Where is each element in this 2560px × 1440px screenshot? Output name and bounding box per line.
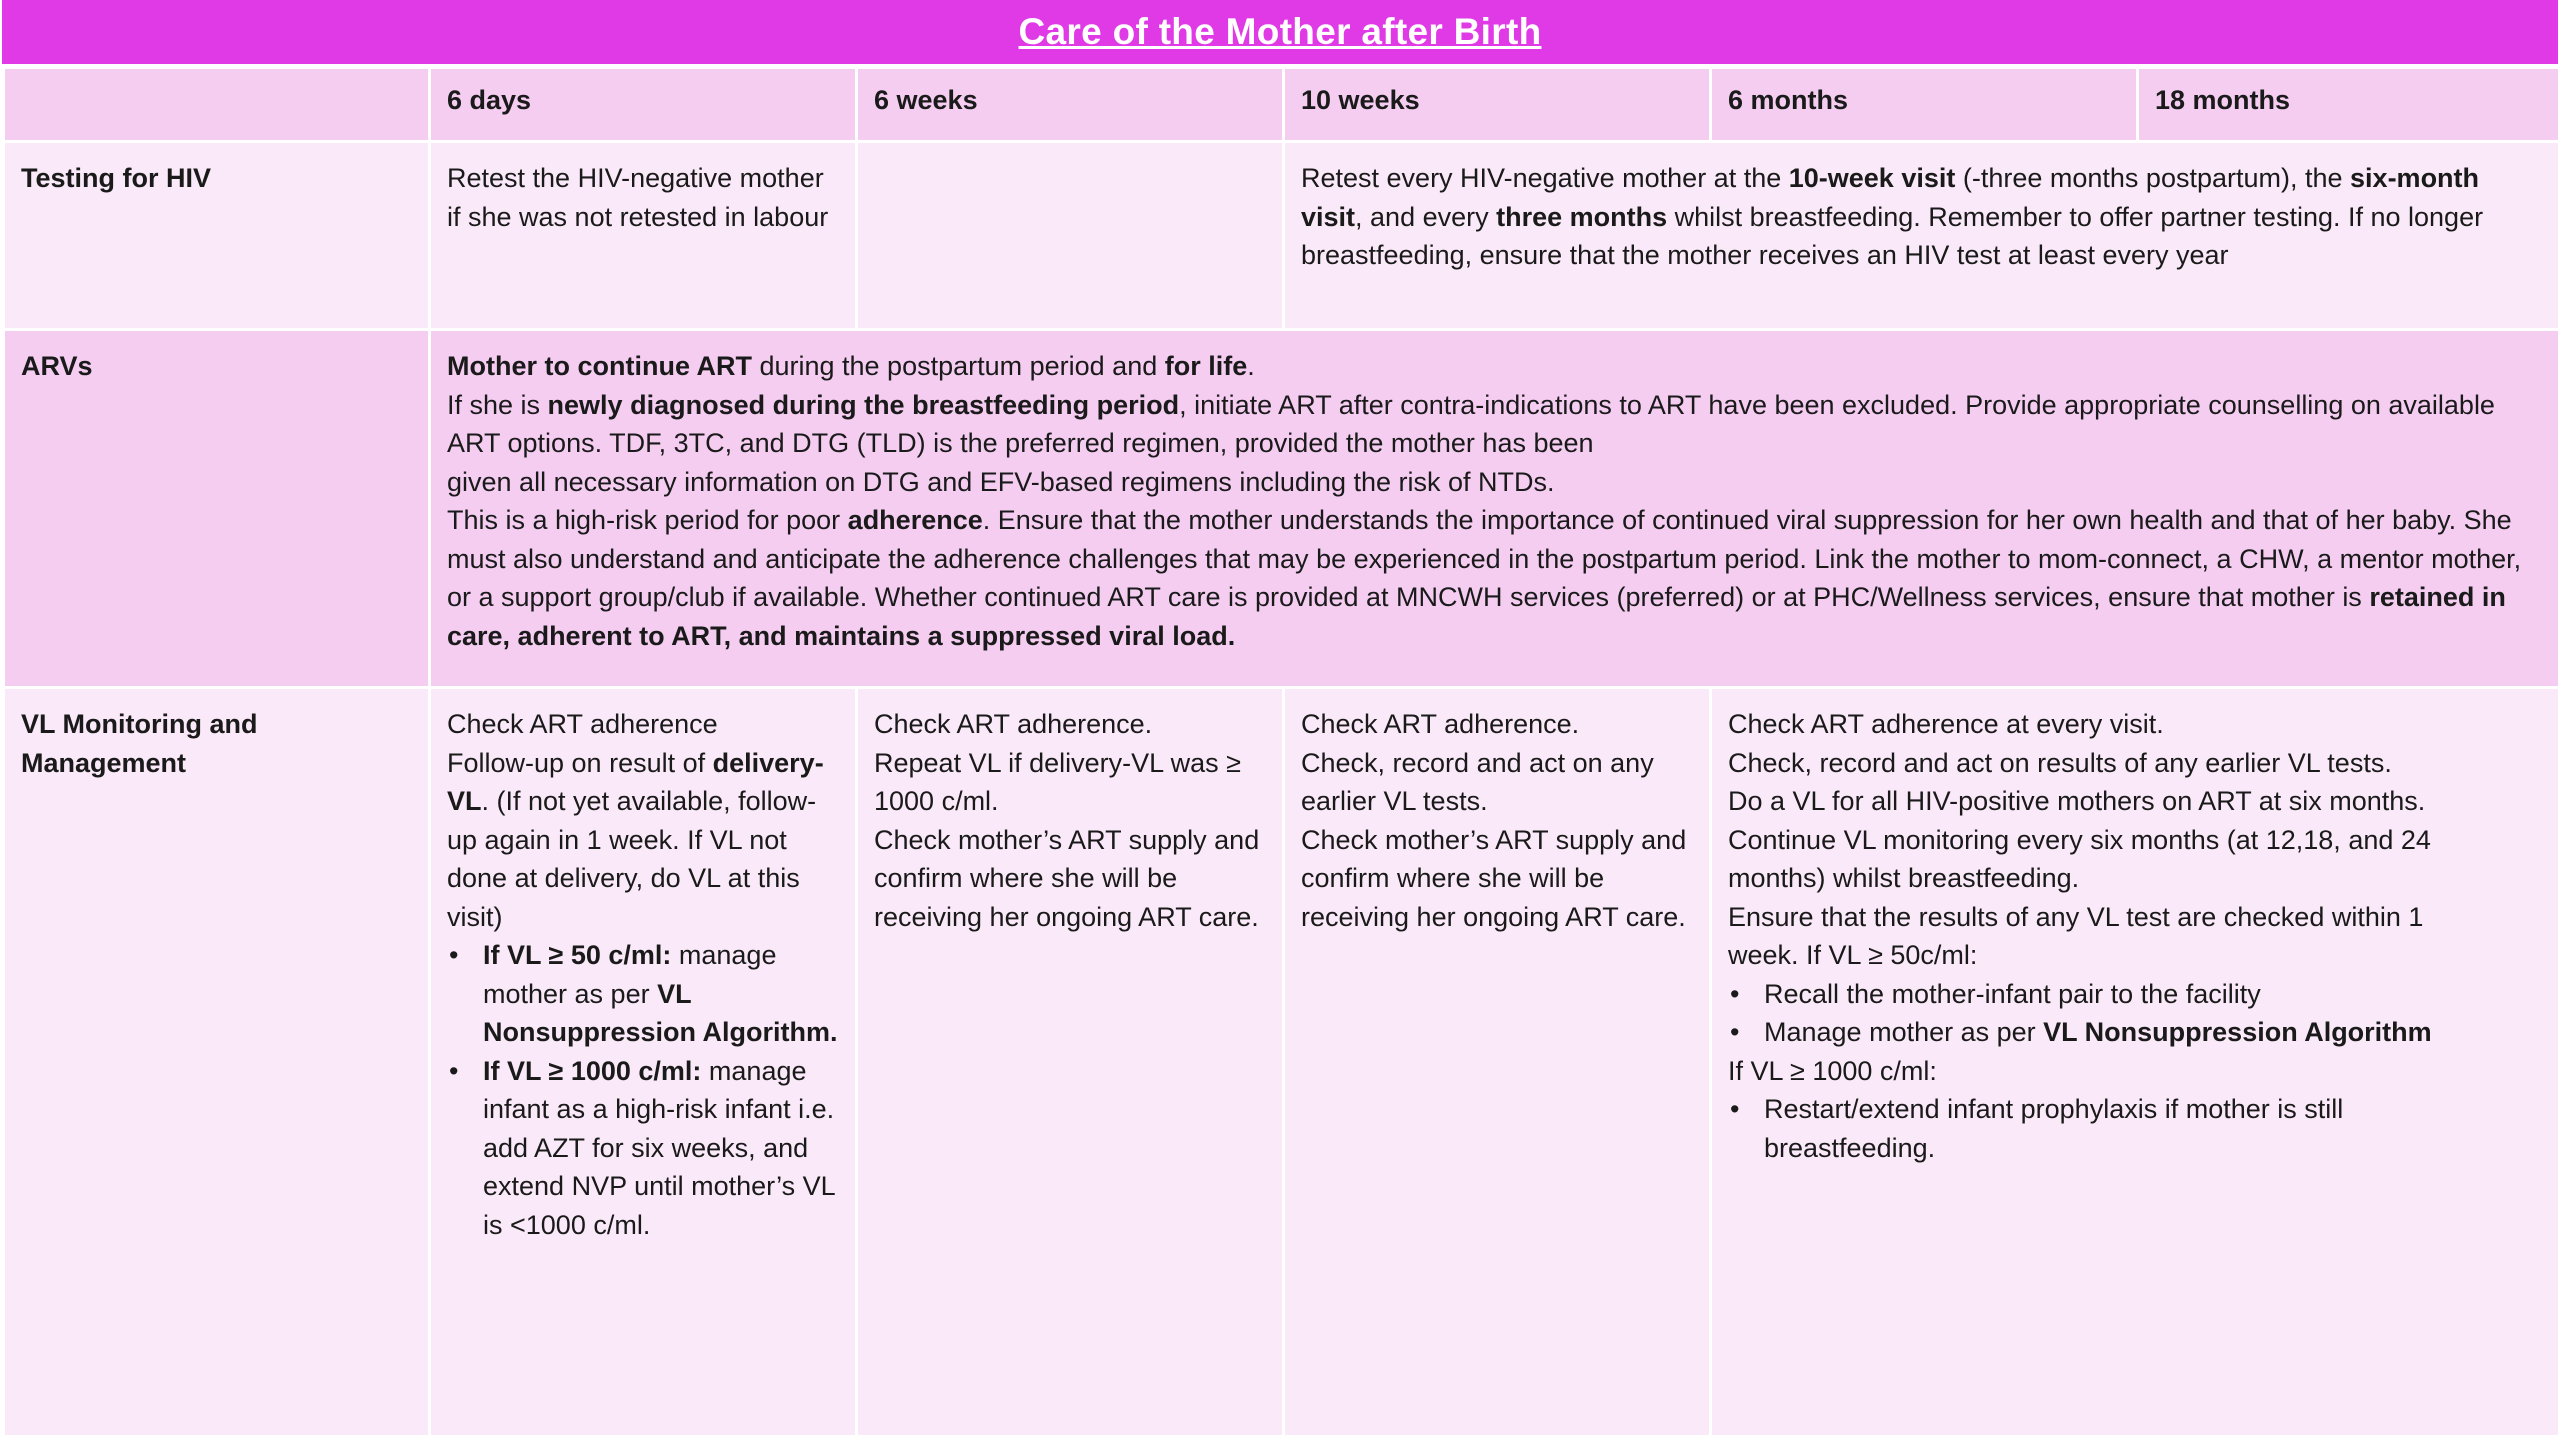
vl-text: manage infant as a high-risk infant i.e. add AZT for six weeks, and extend NVP until mother’s VL is <1000 c/ml. — [483, 1055, 835, 1240]
testing-bold: six-month visit — [1301, 163, 2480, 232]
testing-bold: 10-week visit — [1788, 163, 1956, 193]
row-label-arvs: ARVs — [5, 331, 428, 686]
testing-later-cell — [1285, 143, 2558, 328]
page-title: Care of the Mother after Birth — [1018, 11, 1542, 52]
vl-line: Check ART adherence. — [1301, 709, 1580, 739]
list-item: • Restart/extend infant prophylaxis if mother is still breastfeeding. — [1728, 1090, 2442, 1167]
vl-text: Manage mother as per — [1764, 1017, 2044, 1047]
vl-10-weeks-cell — [1285, 689, 1709, 1435]
vl-line: Check mother’s ART supply and confirm where she will be receiving her ongoing ART care. — [874, 824, 1260, 932]
testing-text: Retest every HIV-negative mother at the — [1301, 163, 1789, 193]
row-testing-for-hiv — [5, 143, 2558, 328]
testing-6-days-cell: Retest the HIV-negative mother if she was not retested in labour — [431, 143, 855, 328]
testing-6-weeks-cell — [858, 143, 1282, 328]
arvs-cell — [431, 331, 2558, 686]
vl-line: Check ART adherence at every visit. — [1728, 709, 2164, 739]
row-label-testing: Testing for HIV — [5, 143, 428, 328]
testing-text: whilst breastfeeding. Remember to offer partner testing. If no longer breastfeeding, ensure that the mother receives an HIV test at least every year — [1301, 201, 2484, 270]
vl-line: Continue VL monitoring every six months (at 12,18, and 24 months) whilst breastfeeding. — [1728, 824, 2431, 893]
vl-text: Follow-up on result of — [447, 747, 713, 778]
title-bar — [2, 0, 2558, 64]
arvs-bold: adherence — [847, 505, 983, 535]
row-vl-monitoring — [5, 689, 2558, 1435]
arvs-text: , initiate ART after contra-indications to ART have been excluded. Provide appropriate counselling on available ART options. TDF, 3TC, and DTG (TLD) is the preferred regimen, provided the mother has been — [447, 389, 2495, 458]
arvs-text: during the postpartum period and — [751, 351, 1165, 381]
arvs-paragraph — [447, 347, 2542, 386]
vl-line: Do a VL for all HIV-positive mothers on ART at six months. — [1728, 786, 2426, 816]
arvs-text: This is a high-risk period for poor — [447, 505, 848, 535]
vl-line: Check mother’s ART supply and confirm where she will be receiving her ongoing ART care. — [1301, 824, 1687, 932]
testing-text: , and every — [1355, 201, 1497, 232]
arvs-bold: newly diagnosed during the breastfeeding period — [547, 389, 1180, 420]
testing-bold: three months — [1496, 201, 1668, 232]
row-label-vl: VL Monitoring and Management — [5, 689, 428, 1435]
arvs-text: . — [1247, 351, 1255, 381]
vl-later-cell — [1712, 689, 2558, 1435]
vl-6-days-bullets — [447, 936, 839, 1244]
vl-bold: If VL ≥ 1000 c/ml: — [483, 1055, 702, 1086]
header-cell-6-months: 6 months — [1712, 69, 2136, 140]
vl-bold: VL Nonsuppression Algorithm — [2043, 1017, 2432, 1047]
list-item — [447, 936, 839, 1052]
vl-line: Check ART adherence. — [874, 709, 1153, 739]
header-cell-18-months: 18 months — [2139, 69, 2558, 140]
vl-text: . (If not yet available, follow-up again in 1 week. If VL not done at delivery, do VL at this visit) — [447, 786, 817, 932]
header-row — [5, 69, 2558, 140]
testing-text: (-three months postpartum), the — [1955, 163, 2351, 193]
arvs-bold: for life — [1164, 351, 1248, 381]
arvs-bold: Mother to continue ART — [447, 351, 752, 381]
arvs-text: If she is — [447, 389, 548, 420]
vl-6-weeks-cell — [858, 689, 1282, 1435]
list-item — [1728, 1013, 2542, 1052]
arvs-paragraph — [447, 501, 2542, 655]
header-cell-empty — [5, 69, 428, 140]
vl-line: Repeat VL if delivery-VL was ≥ 1000 c/ml. — [874, 747, 1241, 816]
vl-later-bullets-2 — [1728, 1090, 2542, 1167]
vl-bold: VL Nonsuppression Algorithm. — [483, 978, 838, 1047]
vl-later-bullets-1 — [1728, 975, 2542, 1052]
header-cell-10-weeks: 10 weeks — [1285, 69, 1709, 140]
arvs-paragraph: given all necessary information on DTG and EFV-based regimens including the risk of NTDs. — [447, 466, 1555, 497]
list-item — [447, 1052, 839, 1245]
vl-line — [447, 744, 839, 937]
care-schedule-table — [2, 66, 2560, 1438]
arvs-bold: retained in care, adherent to ART, and maintains a suppressed viral load. — [447, 582, 2506, 651]
header-cell-6-days: 6 days — [431, 69, 855, 140]
vl-bold: If VL ≥ 50 c/ml: — [483, 940, 672, 970]
vl-line: Check ART adherence — [447, 709, 718, 739]
vl-line: Check, record and act on results of any earlier VL tests. — [1728, 747, 2392, 778]
vl-6-days-cell — [431, 689, 855, 1435]
arvs-text: . Ensure that the mother understands the importance of continued viral suppression for her own health and that of her baby. She must also understand and anticipate the adherence challenges that may be experienced in the postpartum period. Link the mother to mom-connect, a CHW, a mentor mother, or a support group/club if available. Whether continued ART care is provided at MNCWH services (preferred) or at PHC/Wellness services, ensure that mother is — [447, 505, 2522, 612]
vl-line: If VL ≥ 1000 c/ml: — [1728, 1055, 1937, 1086]
list-item: • Recall the mother-infant pair to the facility — [1728, 975, 2542, 1014]
vl-line: Ensure that the results of any VL test are checked within 1 week. If VL ≥ 50c/ml: — [1728, 901, 2424, 970]
vl-line: Check, record and act on any earlier VL tests. — [1301, 747, 1654, 816]
arvs-paragraph — [447, 386, 2542, 463]
row-arvs — [5, 331, 2558, 686]
vl-bold: delivery-VL — [447, 747, 824, 816]
vl-text: manage mother as per — [483, 940, 777, 1009]
header-cell-6-weeks: 6 weeks — [858, 69, 1282, 140]
